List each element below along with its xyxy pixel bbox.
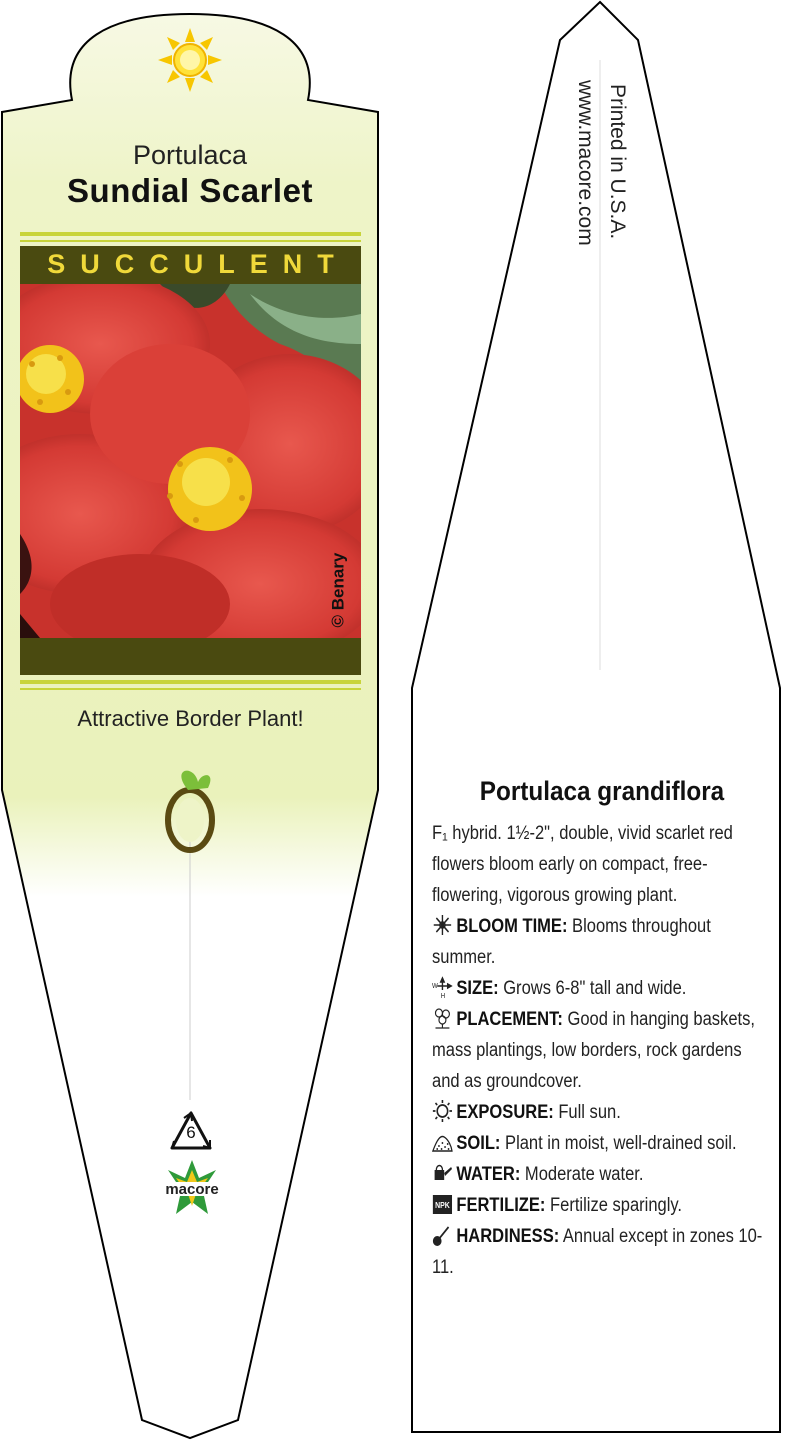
recycle-code: 6	[186, 1123, 196, 1142]
sun-outline-icon	[432, 1100, 453, 1122]
care-description	[432, 818, 773, 1283]
genus-name: Portulaca	[132, 140, 248, 170]
attr-exposure: EXPOSURE: Full sun.	[432, 1097, 773, 1128]
npk-bag-icon	[432, 1193, 453, 1215]
brand-logo	[158, 1160, 226, 1218]
photo-bottom-bar	[20, 638, 361, 675]
category-banner	[20, 246, 361, 284]
sun-icon	[158, 28, 222, 92]
svg-text:NPK: NPK	[435, 1200, 450, 1211]
website: www.macore.com	[574, 80, 597, 246]
attr-fertilize: NPK FERTILIZE: Fertilize sparingly.	[432, 1190, 773, 1221]
attr-size: W H SIZE: Grows 6-8" tall and wide.	[432, 978, 687, 999]
thermometer-icon	[432, 1224, 453, 1246]
attr-placement: PLACEMENT: Good in hanging baskets, mass plantings, low borders, rock gardens and as groundcover.	[432, 1009, 755, 1092]
photo-credit: © Benary	[328, 552, 348, 628]
watering-can-icon	[432, 1162, 453, 1184]
brand-name: macore	[165, 1181, 219, 1198]
soil-pile-icon	[432, 1131, 453, 1153]
svg-text:H: H	[440, 992, 446, 998]
attr-hardiness: HARDINESS: Annual except in zones 10-11.	[432, 1226, 763, 1278]
printed-in: Printed in U.S.A.	[606, 84, 629, 240]
intro-text: F₁ hybrid. 1½-2", double, vivid scarlet red flowers bloom early on compact, free-flowering, vigorous growing plant.	[432, 823, 733, 906]
species-name: Portulaca grandiflora	[479, 776, 725, 806]
attr-water: WATER: Moderate water.	[432, 1159, 773, 1190]
category-label: SUCCULENT	[47, 249, 349, 279]
attr-bloom-time: BLOOM TIME: Blooms throughout summer.	[432, 916, 711, 968]
recycle-symbol	[168, 1110, 214, 1156]
variety-name: Sundial Scarlet	[67, 172, 313, 209]
svg-text:W: W	[432, 982, 438, 991]
flower-photo	[20, 284, 361, 638]
size-arrows-icon	[432, 976, 453, 998]
print-info	[574, 78, 643, 298]
flower-cluster-icon	[432, 1007, 453, 1029]
snowflake-flower-icon	[432, 914, 453, 936]
tagline: Attractive Border Plant!	[77, 706, 304, 731]
attr-soil: SOIL: Plant in moist, well-drained soil.	[432, 1128, 773, 1159]
